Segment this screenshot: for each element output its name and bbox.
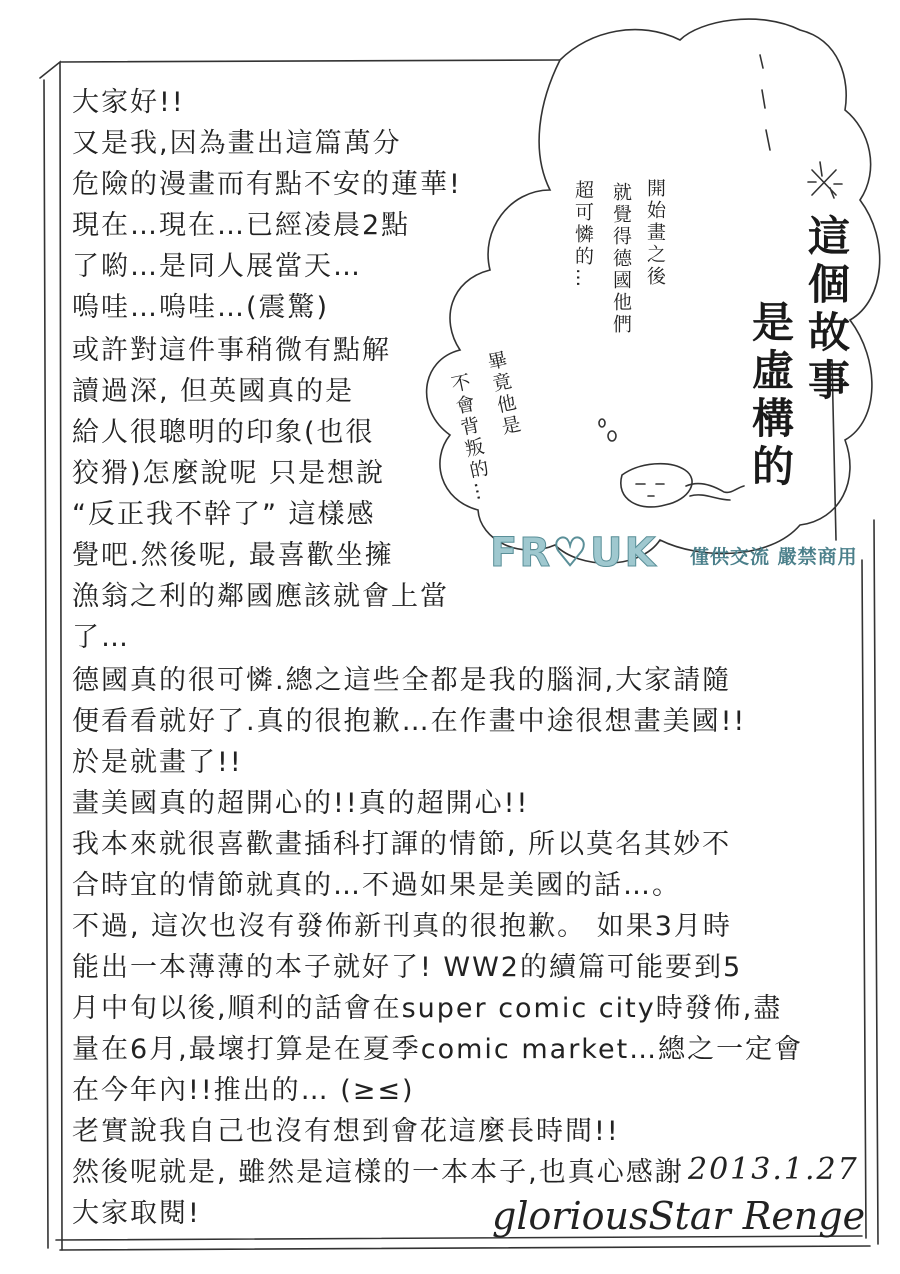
body-line: 然後呢就是, 雖然是這樣的一本本子,也真心感謝 [72,1157,684,1188]
body-line: 讀過深, 但英國真的是 [72,376,355,407]
body-line: 危險的漫畫而有點不安的蓮華! [72,169,462,200]
bubble-text-col: 不會背叛的… [446,371,496,505]
body-line: 現在…現在…已經凌晨2點 [72,210,411,241]
body-line: 嗚哇…嗚哇…(震驚) [72,292,330,323]
watermark-text: 僅供交流 嚴禁商用 [690,546,858,568]
signature-date: 2013.1.27 [688,1152,859,1187]
body-line: 了… [72,622,130,653]
body-line: 能出一本薄薄的本子就好了! WW2的續篇可能要到5 [72,952,743,983]
body-line: 我本來就很喜歡畫插科打諢的情節, 所以莫名其妙不 [72,829,732,860]
body-line: “反正我不幹了” 這樣感 [72,499,376,530]
body-line: 又是我,因為畫出這篇萬分 [72,128,402,159]
body-line: 漁翁之利的鄰國應該就會上當 [72,581,449,612]
body-line: 在今年內!!推出的… (≥≤) [72,1075,415,1106]
body-line: 大家好!! [72,87,185,118]
bubble-text-col: 畢竟他是 [483,348,523,440]
bubble-text-col: 開始畫之後 [644,178,666,288]
fiction-note-line: 這個故事 [802,214,851,406]
body-line: 狡猾)怎麼說呢 只是想說 [72,458,386,489]
body-line: 不過, 這次也沒有發佈新刊真的很抱歉。 如果3月時 [72,911,732,942]
fiction-note-line: 是虛構的 [746,300,795,492]
body-line: 大家取閱! [72,1198,201,1229]
body-line: 了喲…是同人展當天… [72,251,362,282]
body-line: 老實說我自己也沒有想到會花這麼長時間!! [72,1116,620,1147]
body-line: 量在6月,最壞打算是在夏季comic market…總之一定會 [72,1034,804,1065]
body-line: 或許對這件事稍微有點解 [72,335,391,366]
body-line: 月中旬以後,順利的話會在super comic city時發佈,盡 [72,993,783,1024]
body-line: 畫美國真的超開心的!!真的超開心!! [72,788,530,819]
body-line: 便看看就好了.真的很抱歉…在作畫中途很想畫美國!! [72,706,747,737]
watermark-logo: FR♡UK [490,530,658,576]
signature-name: gloriousStar Renge [492,1194,866,1238]
body-line: 合時宜的情節就真的…不過如果是美國的話…。 [72,870,681,901]
bubble-text-col: 就覺得德國他們 [610,182,632,336]
watermark [482,528,892,580]
body-line: 給人很聰明的印象(也很 [72,417,375,448]
body-line: 德國真的很可憐.總之這些全都是我的腦洞,大家請隨 [72,665,732,696]
bubble-text-col: 超可憐的… [572,180,594,290]
body-line: 於是就畫了!! [72,747,243,778]
body-line: 覺吧.然後呢, 最喜歡坐擁 [72,540,394,571]
